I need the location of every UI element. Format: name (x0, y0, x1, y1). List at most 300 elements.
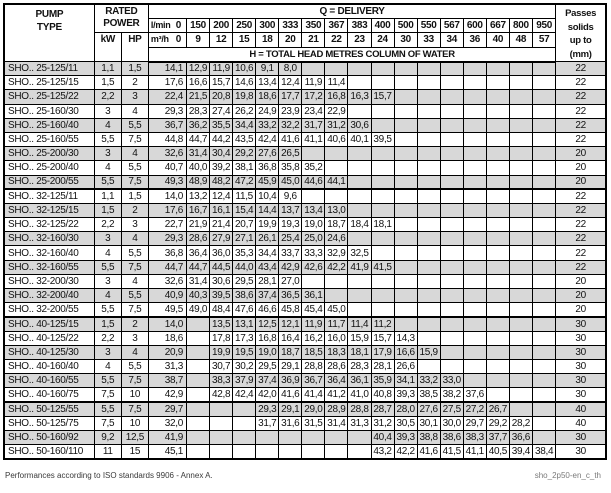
hp-cell: 7,5 (121, 175, 148, 189)
m3h-tick: 12 (210, 32, 233, 48)
head-value-cell: 18,5 (302, 345, 325, 359)
head-value-cell: 30,6 (210, 274, 233, 288)
head-value-cell: 19,0 (302, 218, 325, 232)
head-value-cell: 31,4 (187, 274, 210, 288)
head-value-cell (187, 402, 210, 416)
pump-type-cell: SHO.. 50-125/75 (4, 416, 94, 430)
head-value-cell (486, 359, 509, 373)
lmin-tick: 667 (486, 18, 509, 32)
head-value-cell: 8,0 (279, 62, 302, 76)
hp-cell: 7,5 (121, 132, 148, 146)
head-value-cell: 36,8 (256, 161, 279, 175)
head-value-cell: 34,4 (233, 118, 256, 132)
head-value-cell (463, 374, 486, 388)
head-value-cell (302, 147, 325, 161)
head-value-cell: 19,3 (279, 218, 302, 232)
head-value-cell (509, 203, 532, 217)
head-value-cell (210, 445, 233, 459)
kw-cell: 5,5 (94, 402, 121, 416)
head-value-cell (394, 246, 417, 260)
head-value-cell (371, 104, 394, 118)
head-value-cell: 17,3 (233, 331, 256, 345)
head-value-cell (371, 232, 394, 246)
head-value-cell (187, 430, 210, 444)
head-value-cell: 28,7 (371, 402, 394, 416)
head-value-cell: 29,2 (486, 416, 509, 430)
head-value-cell: 29,5 (233, 274, 256, 288)
head-value-cell (532, 317, 555, 331)
pump-type-cell: SHO.. 40-125/30 (4, 345, 94, 359)
pump-type-cell: SHO.. 32-125/15 (4, 203, 94, 217)
head-value-cell (532, 246, 555, 260)
passes-solids-cell: 22 (556, 104, 606, 118)
pump-type-cell: SHO.. 32-160/30 (4, 232, 94, 246)
hp-cell: 2 (121, 76, 148, 90)
head-value-cell: 13,4 (256, 76, 279, 90)
hp-cell: 15 (121, 445, 148, 459)
hp-cell: 4 (121, 104, 148, 118)
m3h-tick: 22 (325, 32, 348, 48)
head-value-cell: 41,9 (148, 430, 186, 444)
head-value-cell: 48,4 (210, 303, 233, 317)
head-value-cell (532, 161, 555, 175)
head-value-cell (532, 104, 555, 118)
head-value-cell (440, 132, 463, 146)
head-value-cell: 20,9 (148, 345, 186, 359)
table-row (4, 76, 606, 90)
head-value-cell: 39,3 (394, 430, 417, 444)
head-value-cell (463, 189, 486, 203)
hp-cell: 5,5 (121, 359, 148, 373)
head-value-cell (486, 274, 509, 288)
head-value-cell (325, 161, 348, 175)
kw-cell: 2,2 (94, 218, 121, 232)
head-value-cell: 16,6 (187, 76, 210, 90)
passes-solids-cell: 30 (556, 317, 606, 331)
head-value-cell (279, 430, 302, 444)
head-value-cell (187, 388, 210, 402)
head-value-cell: 34,1 (394, 374, 417, 388)
head-value-cell (417, 147, 440, 161)
kw-cell: 5,5 (94, 303, 121, 317)
passes-solids-cell: 30 (556, 359, 606, 373)
head-value-cell (394, 90, 417, 104)
head-value-cell: 13,4 (302, 203, 325, 217)
head-value-cell (348, 62, 371, 76)
head-value-cell (440, 345, 463, 359)
head-value-cell: 12,4 (210, 189, 233, 203)
head-value-cell (394, 189, 417, 203)
head-value-cell (486, 374, 509, 388)
head-value-cell (509, 260, 532, 274)
head-value-cell: 35,3 (233, 246, 256, 260)
head-value-cell (509, 90, 532, 104)
pump-type-cell: SHO.. 40-160/40 (4, 359, 94, 373)
head-value-cell (463, 132, 486, 146)
head-value-cell: 48,9 (187, 175, 210, 189)
kw-cell: 4 (94, 161, 121, 175)
head-value-cell: 45,1 (148, 445, 186, 459)
head-value-cell (348, 274, 371, 288)
head-value-cell (463, 274, 486, 288)
head-value-cell: 28,8 (348, 402, 371, 416)
head-value-cell: 36,7 (302, 374, 325, 388)
head-value-cell: 42,9 (148, 388, 186, 402)
head-value-cell (371, 161, 394, 175)
head-value-cell (371, 246, 394, 260)
head-value-cell: 31,3 (348, 416, 371, 430)
head-value-cell: 25,0 (302, 232, 325, 246)
m3h-tick: 23 (348, 32, 371, 48)
hp-cell: 4 (121, 147, 148, 161)
head-value-cell: 30,0 (440, 416, 463, 430)
head-value-cell: 41,9 (348, 260, 371, 274)
head-value-cell: 28,6 (325, 359, 348, 373)
head-value-cell (302, 445, 325, 459)
head-value-cell (187, 317, 210, 331)
passes-solids-cell: 20 (556, 175, 606, 189)
head-value-cell (187, 359, 210, 373)
head-value-cell: 17,8 (210, 331, 233, 345)
head-value-cell: 26,2 (233, 104, 256, 118)
head-value-cell: 27,6 (256, 147, 279, 161)
kw-cell: 7,5 (94, 416, 121, 430)
head-value-cell: 11,2 (371, 317, 394, 331)
head-value-cell: 14,4 (256, 203, 279, 217)
hp-header: HP (121, 32, 148, 62)
head-value-cell (348, 189, 371, 203)
kw-cell: 5,5 (94, 175, 121, 189)
hp-cell: 7,5 (121, 374, 148, 388)
head-value-cell: 14,0 (148, 317, 186, 331)
head-value-cell (348, 104, 371, 118)
pump-type-cell: SHO.. 25-160/55 (4, 132, 94, 146)
head-value-cell (417, 246, 440, 260)
table-row (4, 345, 606, 359)
head-value-cell (394, 317, 417, 331)
head-value-cell (417, 331, 440, 345)
head-value-cell (417, 62, 440, 76)
head-value-cell (417, 189, 440, 203)
head-value-cell: 44,6 (302, 175, 325, 189)
kw-cell: 11 (94, 445, 121, 459)
head-value-cell (509, 62, 532, 76)
head-value-cell: 23,4 (302, 104, 325, 118)
head-value-cell: 14,0 (148, 189, 186, 203)
table-row (4, 317, 606, 331)
lmin-zero: 0 (175, 19, 182, 31)
passes-solids-cell: 40 (556, 416, 606, 430)
head-value-cell (463, 331, 486, 345)
head-value-cell: 24,9 (256, 104, 279, 118)
head-value-cell (440, 90, 463, 104)
head-value-cell (256, 430, 279, 444)
hp-cell: 3 (121, 90, 148, 104)
document-code: sho_2p50-en_c_th (534, 471, 601, 480)
kw-cell: 1,1 (94, 62, 121, 76)
table-row (4, 416, 606, 430)
head-value-cell: 31,2 (371, 416, 394, 430)
kw-cell: 2,2 (94, 331, 121, 345)
lmin-unit-label: l/min (150, 19, 171, 30)
head-value-cell: 44,5 (210, 260, 233, 274)
head-value-cell: 10,6 (233, 62, 256, 76)
head-value-cell: 21,9 (187, 218, 210, 232)
head-value-cell: 30,5 (394, 416, 417, 430)
passes-solids-cell: 20 (556, 303, 606, 317)
head-value-cell: 49,3 (148, 175, 186, 189)
head-value-cell (302, 62, 325, 76)
head-value-cell (417, 218, 440, 232)
head-value-cell (486, 62, 509, 76)
head-value-cell: 41,6 (279, 388, 302, 402)
passes-solids-cell: 30 (556, 374, 606, 388)
head-value-cell: 20,7 (233, 218, 256, 232)
head-value-cell: 41,6 (417, 445, 440, 459)
head-value-cell (486, 388, 509, 402)
pump-type-cell: SHO.. 25-125/15 (4, 76, 94, 90)
passes-solids-cell: 22 (556, 189, 606, 203)
lmin-tick: 200 (210, 18, 233, 32)
head-value-cell (394, 118, 417, 132)
head-value-cell: 16,8 (325, 90, 348, 104)
head-value-cell (532, 189, 555, 203)
head-value-cell: 38,6 (233, 289, 256, 303)
head-value-cell (371, 203, 394, 217)
passes-solids-cell: 30 (556, 430, 606, 444)
head-value-cell: 40,5 (486, 445, 509, 459)
pump-type-cell: SHO.. 50-160/110 (4, 445, 94, 459)
head-value-cell (532, 303, 555, 317)
lmin-tick: 367 (325, 18, 348, 32)
head-value-cell (463, 246, 486, 260)
table-row (4, 445, 606, 459)
head-value-cell: 18,4 (348, 218, 371, 232)
lmin-tick: 150 (187, 18, 210, 32)
head-value-cell: 30,4 (210, 147, 233, 161)
head-value-cell: 12,5 (256, 317, 279, 331)
head-value-cell: 31,6 (279, 416, 302, 430)
head-value-cell: 39,5 (371, 132, 394, 146)
head-value-cell: 40,6 (325, 132, 348, 146)
head-value-cell (532, 430, 555, 444)
pump-type-header-line1: PUMP (35, 9, 64, 20)
head-value-cell: 38,3 (463, 430, 486, 444)
head-value-cell (302, 274, 325, 288)
kw-cell: 5,5 (94, 260, 121, 274)
kw-cell: 3 (94, 345, 121, 359)
head-value-cell (509, 132, 532, 146)
head-value-cell (440, 76, 463, 90)
head-value-cell: 15,4 (233, 203, 256, 217)
head-value-cell (509, 76, 532, 90)
lmin-tick: 567 (440, 18, 463, 32)
head-value-cell: 16,7 (187, 203, 210, 217)
head-value-cell: 28,6 (187, 232, 210, 246)
head-value-cell (463, 303, 486, 317)
head-value-cell (486, 118, 509, 132)
head-value-cell (486, 303, 509, 317)
head-value-cell: 11,5 (233, 189, 256, 203)
head-value-cell: 39,3 (394, 388, 417, 402)
head-value-cell: 41,1 (302, 132, 325, 146)
head-value-cell (394, 274, 417, 288)
pump-type-cell: SHO.. 25-200/30 (4, 147, 94, 161)
table-row (4, 175, 606, 189)
kw-cell: 1,1 (94, 189, 121, 203)
head-value-cell: 42,8 (210, 388, 233, 402)
rated-power-header-line1: RATED (105, 6, 138, 18)
head-value-cell (394, 132, 417, 146)
head-value-cell (486, 161, 509, 175)
head-value-cell (233, 445, 256, 459)
head-value-cell: 26,7 (486, 402, 509, 416)
head-value-cell (509, 218, 532, 232)
head-value-cell (440, 203, 463, 217)
pump-type-cell: SHO.. 32-200/55 (4, 303, 94, 317)
head-value-cell: 27,2 (463, 402, 486, 416)
head-value-cell: 42,4 (233, 388, 256, 402)
head-value-cell (440, 161, 463, 175)
head-value-cell: 49,0 (187, 303, 210, 317)
head-value-cell (371, 175, 394, 189)
table-row (4, 260, 606, 274)
m3h-tick: 36 (463, 32, 486, 48)
table-row (4, 374, 606, 388)
head-value-cell (463, 90, 486, 104)
head-value-cell (394, 62, 417, 76)
head-value-cell (417, 90, 440, 104)
kw-cell: 9,2 (94, 430, 121, 444)
kw-cell: 3 (94, 274, 121, 288)
head-value-cell: 33,2 (417, 374, 440, 388)
head-value-cell (394, 147, 417, 161)
pump-type-cell: SHO.. 32-160/40 (4, 246, 94, 260)
lmin-tick: 550 (417, 18, 440, 32)
head-value-cell: 28,1 (371, 359, 394, 373)
head-value-cell: 43,2 (371, 445, 394, 459)
pump-type-header-line2: TYPE (36, 22, 62, 33)
passes-solids-cell: 30 (556, 445, 606, 459)
m3h-tick: 34 (440, 32, 463, 48)
head-value-cell: 31,7 (256, 416, 279, 430)
hp-cell: 7,5 (121, 303, 148, 317)
header-row-1 (4, 4, 606, 18)
head-value-cell: 29,3 (148, 232, 186, 246)
head-value-cell (532, 175, 555, 189)
m3h-tick: 24 (371, 32, 394, 48)
head-value-cell: 30,1 (417, 416, 440, 430)
head-value-cell: 16,8 (256, 331, 279, 345)
head-value-cell: 42,2 (325, 260, 348, 274)
head-value-cell: 49,5 (148, 303, 186, 317)
head-value-cell (210, 402, 233, 416)
head-value-cell: 28,3 (187, 104, 210, 118)
head-value-cell: 28,9 (325, 402, 348, 416)
head-value-cell: 17,6 (148, 76, 186, 90)
head-value-cell (417, 161, 440, 175)
head-value-cell (532, 289, 555, 303)
head-value-cell: 41,6 (279, 132, 302, 146)
head-value-cell: 9,1 (256, 62, 279, 76)
head-value-cell: 36,0 (210, 246, 233, 260)
head-value-cell: 26,1 (256, 232, 279, 246)
table-row (4, 132, 606, 146)
head-value-cell (417, 317, 440, 331)
kw-cell: 4 (94, 289, 121, 303)
head-value-cell: 34,4 (256, 246, 279, 260)
passes-solids-cell: 22 (556, 118, 606, 132)
head-value-cell: 32,9 (325, 246, 348, 260)
head-value-cell: 36,9 (279, 374, 302, 388)
head-value-cell: 19,9 (210, 345, 233, 359)
hp-cell: 5,5 (121, 118, 148, 132)
head-value-cell: 39,2 (210, 161, 233, 175)
head-value-cell (463, 260, 486, 274)
table-row (4, 246, 606, 260)
head-value-cell: 41,0 (348, 388, 371, 402)
head-value-cell: 15,9 (417, 345, 440, 359)
head-value-cell: 38,4 (532, 445, 555, 459)
head-value-cell: 21,4 (210, 218, 233, 232)
head-value-cell: 27,6 (417, 402, 440, 416)
head-value-cell: 37,9 (233, 374, 256, 388)
head-value-cell: 33,0 (440, 374, 463, 388)
head-value-cell: 25,4 (279, 232, 302, 246)
head-value-cell: 33,2 (256, 118, 279, 132)
head-value-cell (394, 260, 417, 274)
table-row (4, 232, 606, 246)
head-value-cell (509, 359, 532, 373)
head-value-cell (532, 416, 555, 430)
table-row (4, 303, 606, 317)
head-value-cell: 14,1 (148, 62, 186, 76)
head-value-cell: 45,0 (325, 303, 348, 317)
hp-cell: 4 (121, 345, 148, 359)
head-value-cell: 24,6 (325, 232, 348, 246)
head-value-cell (348, 203, 371, 217)
head-value-cell: 40,8 (371, 388, 394, 402)
head-value-cell (463, 345, 486, 359)
head-value-cell (371, 76, 394, 90)
head-value-cell: 31,4 (325, 416, 348, 430)
head-value-cell: 29,3 (256, 402, 279, 416)
head-value-cell (325, 445, 348, 459)
passes-solids-cell: 22 (556, 203, 606, 217)
head-value-cell: 32,6 (148, 147, 186, 161)
m3h-tick: 18 (256, 32, 279, 48)
head-value-cell (463, 203, 486, 217)
head-value-cell: 28,0 (394, 402, 417, 416)
lmin-tick: 500 (394, 18, 417, 32)
lmin-tick: 383 (348, 18, 371, 32)
head-value-cell (440, 232, 463, 246)
head-value-cell (532, 359, 555, 373)
head-value-cell (532, 345, 555, 359)
head-value-cell: 16,6 (394, 345, 417, 359)
head-value-cell (187, 345, 210, 359)
head-value-cell (486, 331, 509, 345)
head-value-cell: 44,7 (187, 132, 210, 146)
head-value-cell (348, 147, 371, 161)
head-value-cell (509, 331, 532, 345)
head-value-cell (417, 232, 440, 246)
head-value-cell (325, 189, 348, 203)
head-value-cell (371, 62, 394, 76)
hp-cell: 7,5 (121, 402, 148, 416)
head-value-cell: 28,1 (256, 274, 279, 288)
head-value-cell: 17,6 (148, 203, 186, 217)
